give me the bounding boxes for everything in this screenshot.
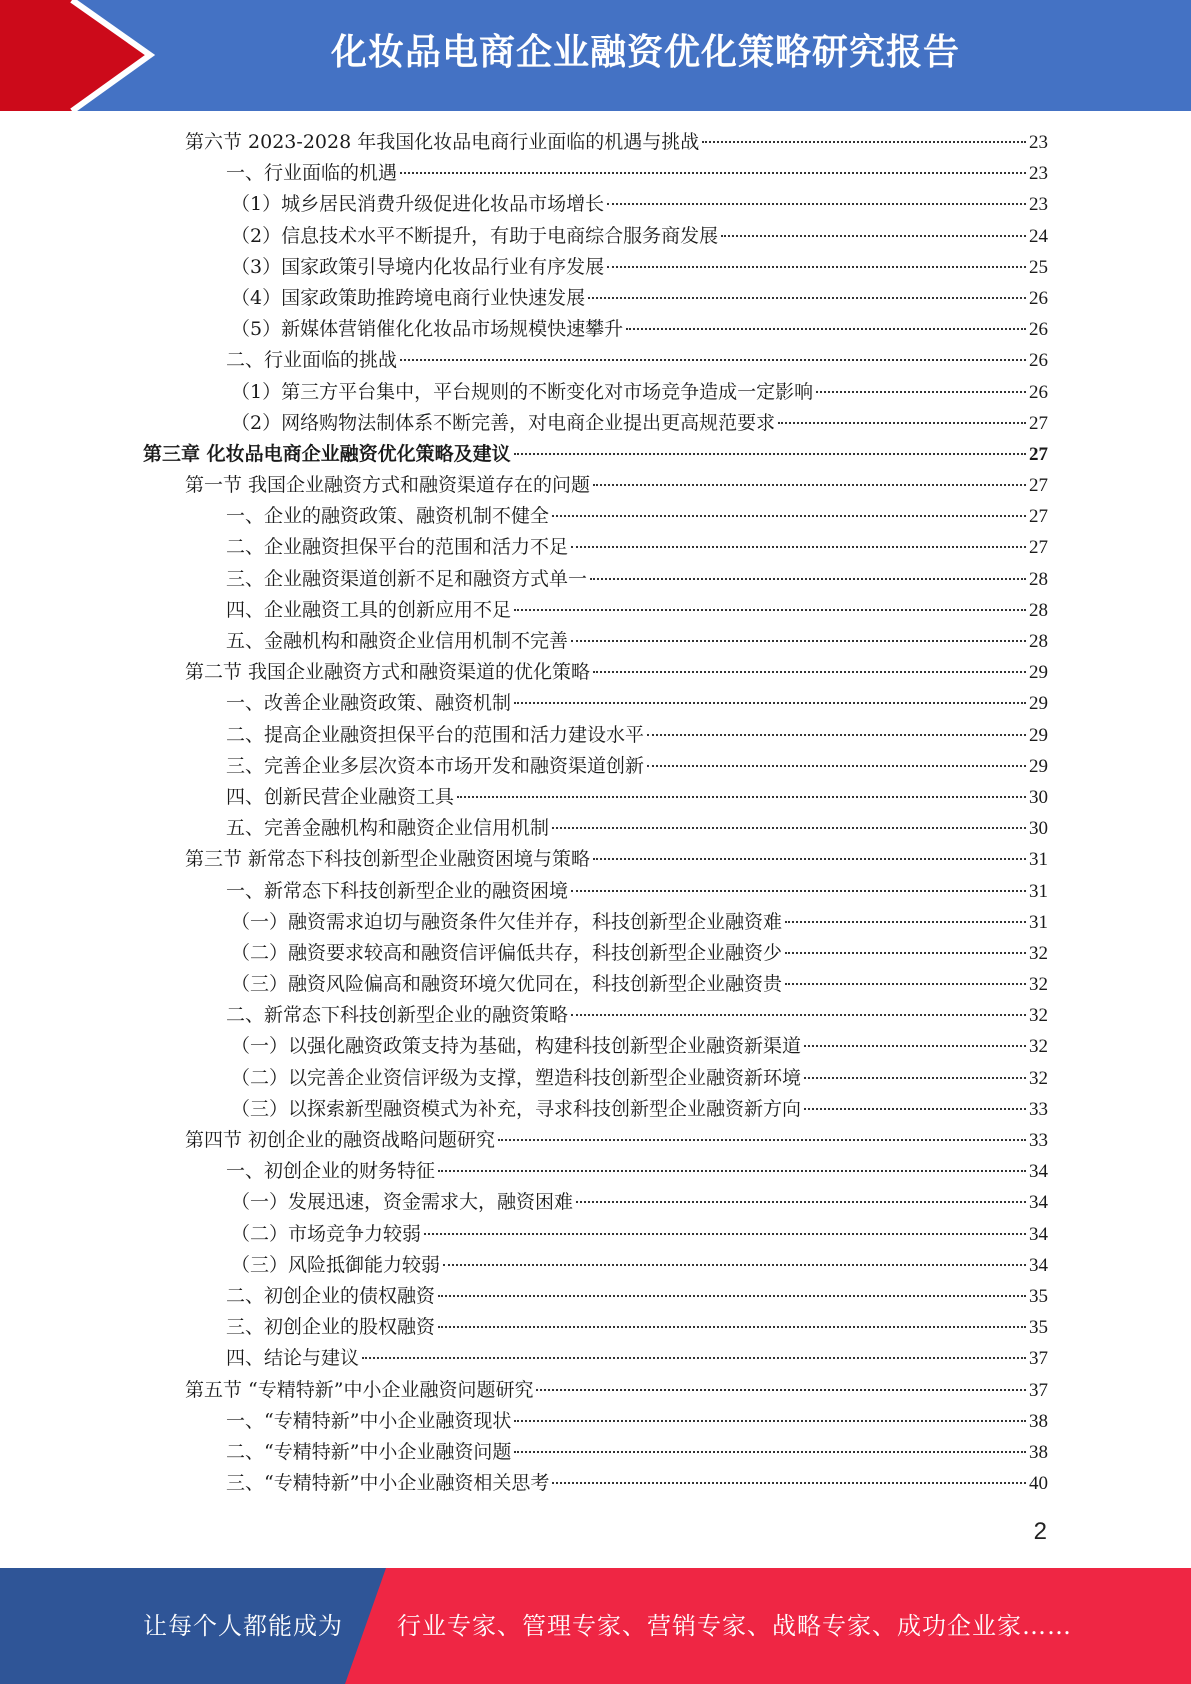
- toc-entry-title: 一、初创企业的财务特征: [226, 1160, 436, 1183]
- toc-dot-leader: [576, 1201, 1026, 1203]
- toc-dot-leader: [438, 1170, 1026, 1172]
- toc-entry-title: 三、完善企业多层次资本市场开发和融资渠道创新: [226, 754, 645, 777]
- toc-entry-title: 一、新常态下科技创新型企业的融资困境: [226, 879, 569, 902]
- toc-dot-leader: [514, 453, 1026, 455]
- toc-entry-title: 五、金融机构和融资企业信用机制不完善: [226, 630, 569, 652]
- toc-entry-title: 一、企业的融资政策、融资机制不健全: [226, 505, 550, 528]
- toc-entry-page: 24: [1029, 225, 1048, 247]
- toc-dot-leader: [804, 1077, 1026, 1079]
- toc-entry-title: （1）第三方平台集中，平台规则的不断变化对市场竞争造成一定影响: [231, 380, 814, 403]
- toc-entry-page: 34: [1029, 1254, 1048, 1276]
- toc-entry-title: 二、企业融资担保平台的范围和活力不足: [226, 536, 569, 559]
- toc-entry-page: 26: [1029, 319, 1048, 341]
- toc-entry[interactable]: [0, 252, 1048, 283]
- toc-entry-page: 29: [1029, 693, 1048, 715]
- toc-entry[interactable]: [0, 345, 1048, 376]
- toc-dot-leader: [498, 1139, 1026, 1141]
- toc-entry[interactable]: [0, 314, 1048, 345]
- toc-entry-title: 一、行业面临的机遇: [226, 162, 398, 185]
- toc-entry[interactable]: [0, 439, 1048, 470]
- header-banner: [0, 0, 1191, 111]
- toc-entry-page: 40: [1029, 1473, 1048, 1495]
- header-red-arrow-graphic: [0, 0, 160, 111]
- toc-entry[interactable]: [0, 844, 1048, 875]
- toc-entry-page: 31: [1029, 880, 1048, 902]
- toc-entry-title: 四、企业融资工具的创新应用不足: [226, 598, 512, 621]
- toc-entry[interactable]: [0, 595, 1048, 626]
- toc-entry-title: 二、“专精特新”中小企业融资问题: [226, 1440, 512, 1463]
- toc-entry-page: 28: [1029, 599, 1048, 621]
- toc-entry-page: 27: [1029, 537, 1048, 559]
- toc-entry[interactable]: [0, 283, 1048, 314]
- toc-entry-page: 34: [1029, 1223, 1048, 1245]
- report-title: 化妆品电商企业融资优化策略研究报告: [330, 32, 960, 73]
- toc-entry[interactable]: [0, 221, 1048, 252]
- toc-entry-page: 37: [1029, 1379, 1048, 1401]
- table-of-contents: [0, 127, 1191, 1499]
- toc-entry-page: 32: [1029, 942, 1048, 964]
- toc-dot-leader: [785, 952, 1026, 954]
- toc-entry-title: （一）以强化融资政策支持为基础，构建科技创新型企业融资新渠道: [231, 1035, 802, 1058]
- toc-dot-leader: [804, 1108, 1026, 1110]
- toc-entry-title: （1）城乡居民消费升级促进化妆品市场增长: [231, 193, 605, 216]
- toc-entry-title: 第四节 初创企业的融资战略问题研究: [185, 1129, 496, 1151]
- toc-entry[interactable]: [0, 1125, 1048, 1156]
- toc-dot-leader: [571, 890, 1026, 892]
- toc-entry[interactable]: [0, 1031, 1048, 1062]
- toc-entry-page: 27: [1029, 443, 1048, 465]
- toc-dot-leader: [721, 235, 1026, 237]
- toc-entry[interactable]: [0, 532, 1048, 563]
- footer-slogan-left: 让每个人都能成为: [143, 1612, 343, 1640]
- toc-entry[interactable]: [0, 1375, 1048, 1406]
- toc-entry[interactable]: [0, 470, 1048, 501]
- toc-entry-title: 第一节 我国企业融资方式和融资渠道存在的问题: [185, 474, 591, 497]
- toc-entry-page: 33: [1029, 1130, 1048, 1151]
- toc-entry[interactable]: [0, 1343, 1048, 1374]
- toc-entry-page: 23: [1029, 132, 1048, 153]
- toc-entry-page: 26: [1029, 287, 1048, 309]
- toc-entry[interactable]: [0, 657, 1048, 688]
- toc-dot-leader: [438, 1326, 1026, 1328]
- toc-entry-title: （3）国家政策引导境内化妆品行业有序发展: [231, 255, 605, 278]
- footer-banner: [0, 1568, 1191, 1684]
- toc-entry-page: 31: [1029, 911, 1048, 933]
- toc-entry-title: 第六节 2023-2028 年我国化妆品电商行业面临的机遇与挑战: [185, 131, 700, 153]
- toc-entry-page: 32: [1029, 1005, 1048, 1027]
- toc-entry-title: 第二节 我国企业融资方式和融资渠道的优化策略: [185, 661, 591, 684]
- toc-dot-leader: [816, 391, 1026, 393]
- toc-entry[interactable]: [0, 751, 1048, 782]
- toc-entry-title: （三）融资风险偏高和融资环境欠优同在，科技创新型企业融资贵: [231, 973, 783, 996]
- toc-entry-page: 30: [1029, 818, 1048, 840]
- toc-entry-page: 32: [1029, 1036, 1048, 1058]
- toc-dot-leader: [514, 609, 1026, 611]
- toc-entry-page: 37: [1029, 1348, 1048, 1370]
- toc-entry[interactable]: [0, 1406, 1048, 1437]
- toc-entry-title: 四、创新民营企业融资工具: [226, 785, 455, 808]
- toc-entry-title: 二、行业面临的挑战: [226, 349, 398, 372]
- toc-entry[interactable]: [0, 158, 1048, 189]
- toc-entry[interactable]: [0, 1281, 1048, 1312]
- toc-entry-title: （5）新媒体营销催化化妆品市场规模快速攀升: [231, 318, 624, 341]
- toc-entry[interactable]: [0, 688, 1048, 719]
- toc-entry-page: 27: [1029, 412, 1048, 434]
- toc-dot-leader: [647, 734, 1026, 736]
- toc-dot-leader: [514, 1451, 1026, 1453]
- toc-dot-leader: [424, 1233, 1026, 1235]
- toc-dot-leader: [607, 266, 1026, 268]
- toc-entry-title: 三、“专精特新”中小企业融资相关思考: [226, 1472, 550, 1495]
- toc-entry-title: （4）国家政策助推跨境电商行业快速发展: [231, 286, 586, 309]
- toc-entry-page: 28: [1029, 631, 1048, 652]
- toc-entry-page: 26: [1029, 350, 1048, 372]
- toc-entry-title: （2）信息技术水平不断提升，有助于电商综合服务商发展: [231, 224, 719, 247]
- toc-entry[interactable]: [0, 1187, 1048, 1218]
- toc-dot-leader: [400, 172, 1026, 174]
- toc-entry[interactable]: [0, 501, 1048, 532]
- toc-entry-title: 五、完善金融机构和融资企业信用机制: [226, 817, 550, 840]
- toc-entry-page: 26: [1029, 381, 1048, 403]
- page-number: 2: [1033, 1518, 1047, 1545]
- toc-dot-leader: [514, 702, 1026, 704]
- toc-entry-page: 29: [1029, 724, 1048, 746]
- toc-entry-page: 35: [1029, 1317, 1048, 1339]
- toc-entry[interactable]: [0, 1219, 1048, 1250]
- toc-dot-leader: [552, 515, 1026, 517]
- footer-slogan-right: 行业专家、管理专家、营销专家、战略专家、成功企业家……: [397, 1612, 1072, 1640]
- toc-entry[interactable]: [0, 907, 1048, 938]
- toc-dot-leader: [443, 1264, 1026, 1266]
- toc-entry-title: （二）融资要求较高和融资信评偏低共存，科技创新型企业融资少: [231, 941, 783, 964]
- toc-entry-title: 四、结论与建议: [226, 1347, 360, 1370]
- toc-entry-page: 29: [1029, 755, 1048, 777]
- toc-entry[interactable]: [0, 969, 1048, 1000]
- toc-entry-page: 23: [1029, 163, 1048, 185]
- toc-entry-title: 二、提高企业融资担保平台的范围和活力建设水平: [226, 723, 645, 746]
- toc-entry[interactable]: [0, 626, 1048, 657]
- toc-entry-page: 35: [1029, 1285, 1048, 1307]
- toc-dot-leader: [593, 484, 1026, 486]
- toc-entry-title: （三）风险抵御能力较弱: [231, 1253, 441, 1276]
- toc-entry-title: （2）网络购物法制体系不断完善，对电商企业提出更高规范要求: [231, 411, 776, 434]
- toc-entry[interactable]: [0, 1437, 1048, 1468]
- toc-dot-leader: [571, 640, 1026, 642]
- toc-entry-title: 三、企业融资渠道创新不足和融资方式单一: [226, 567, 588, 590]
- toc-entry-page: 38: [1029, 1441, 1048, 1463]
- toc-dot-leader: [552, 827, 1026, 829]
- toc-entry[interactable]: [0, 127, 1048, 158]
- toc-dot-leader: [647, 765, 1026, 767]
- toc-entry-page: 30: [1029, 786, 1048, 808]
- toc-entry-page: 34: [1029, 1161, 1048, 1183]
- toc-entry-title: 二、新常态下科技创新型企业的融资策略: [226, 1004, 569, 1027]
- toc-entry-page: 27: [1029, 475, 1048, 497]
- toc-dot-leader: [438, 1295, 1026, 1297]
- toc-entry-title: 第三节 新常态下科技创新型企业融资困境与策略: [185, 848, 591, 871]
- toc-dot-leader: [804, 1045, 1026, 1047]
- toc-entry-title: 第五节 “专精特新”中小企业融资问题研究: [185, 1378, 534, 1401]
- toc-dot-leader: [362, 1357, 1026, 1359]
- toc-entry-page: 38: [1029, 1410, 1048, 1432]
- toc-entry[interactable]: [0, 1312, 1048, 1343]
- toc-entry[interactable]: [0, 720, 1048, 751]
- toc-entry-page: 34: [1029, 1192, 1048, 1214]
- toc-entry[interactable]: [0, 1000, 1048, 1031]
- toc-entry-title: 一、改善企业融资政策、融资机制: [226, 692, 512, 715]
- toc-entry[interactable]: [0, 1156, 1048, 1187]
- toc-entry-title: （一）融资需求迫切与融资条件欠佳并存，科技创新型企业融资难: [231, 910, 783, 933]
- toc-entry-page: 28: [1029, 568, 1048, 590]
- toc-entry[interactable]: [0, 377, 1048, 408]
- toc-entry[interactable]: [0, 564, 1048, 595]
- toc-dot-leader: [607, 203, 1026, 205]
- toc-entry[interactable]: [0, 1063, 1048, 1094]
- toc-entry-page: 33: [1029, 1098, 1048, 1120]
- toc-entry-page: 31: [1029, 849, 1048, 871]
- toc-dot-leader: [785, 983, 1026, 985]
- toc-dot-leader: [400, 359, 1026, 361]
- toc-dot-leader: [588, 297, 1026, 299]
- toc-entry-page: 25: [1029, 256, 1048, 278]
- toc-entry[interactable]: [0, 1094, 1048, 1125]
- toc-entry-title: （二）以完善企业资信评级为支撑，塑造科技创新型企业融资新环境: [231, 1066, 802, 1089]
- toc-dot-leader: [552, 1482, 1026, 1484]
- toc-entry-title: （三）以探索新型融资模式为补充，寻求科技创新型企业融资新方向: [231, 1097, 802, 1120]
- toc-dot-leader: [590, 578, 1026, 580]
- toc-dot-leader: [702, 141, 1026, 143]
- toc-dot-leader: [571, 1014, 1026, 1016]
- toc-entry[interactable]: [0, 1250, 1048, 1281]
- toc-entry-title: （二）市场竞争力较弱: [231, 1222, 422, 1245]
- toc-entry-page: 23: [1029, 194, 1048, 216]
- toc-entry[interactable]: [0, 189, 1048, 220]
- toc-entry-title: 三、初创企业的股权融资: [226, 1316, 436, 1339]
- toc-dot-leader: [514, 1420, 1026, 1422]
- toc-entry[interactable]: [0, 938, 1048, 969]
- toc-entry[interactable]: [0, 782, 1048, 813]
- toc-entry-title: 第三章 化妆品电商企业融资优化策略及建议: [143, 442, 511, 465]
- toc-entry-title: （一）发展迅速，资金需求大，融资困难: [231, 1191, 574, 1214]
- toc-entry-page: 32: [1029, 974, 1048, 996]
- toc-entry-page: 27: [1029, 506, 1048, 528]
- toc-dot-leader: [571, 546, 1026, 548]
- toc-dot-leader: [778, 422, 1026, 424]
- toc-dot-leader: [626, 328, 1026, 330]
- toc-entry-title: 二、初创企业的债权融资: [226, 1284, 436, 1307]
- toc-entry-page: 32: [1029, 1067, 1048, 1089]
- toc-entry[interactable]: [0, 813, 1048, 844]
- toc-dot-leader: [785, 921, 1026, 923]
- toc-dot-leader: [536, 1389, 1026, 1391]
- toc-dot-leader: [593, 858, 1026, 860]
- toc-entry-page: 29: [1029, 662, 1048, 684]
- toc-dot-leader: [457, 796, 1026, 798]
- toc-entry[interactable]: [0, 408, 1048, 439]
- toc-entry[interactable]: [0, 876, 1048, 907]
- toc-dot-leader: [593, 671, 1026, 673]
- toc-entry[interactable]: [0, 1468, 1048, 1499]
- toc-entry-title: 一、“专精特新”中小企业融资现状: [226, 1409, 512, 1432]
